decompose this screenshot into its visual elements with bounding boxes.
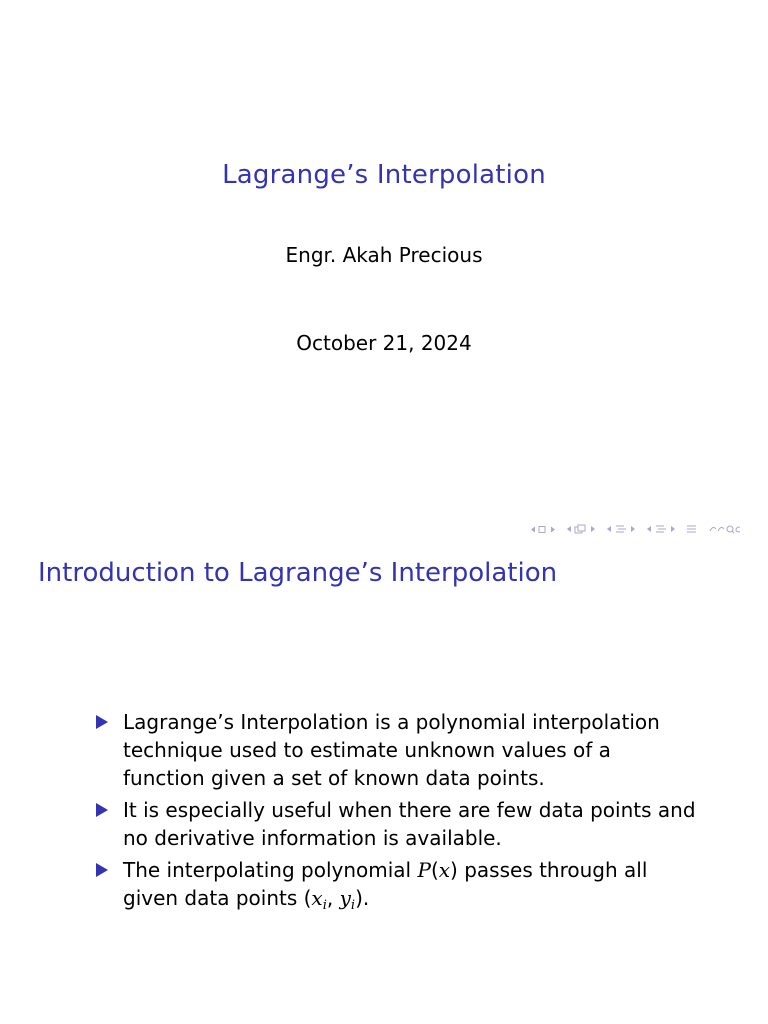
- math-argument: x: [438, 858, 451, 882]
- frame-title: Introduction to Lagrange’s Interpolation: [38, 558, 558, 588]
- triangle-bullet-icon: [96, 803, 108, 817]
- triangle-bullet-icon: [96, 715, 108, 729]
- math-function: P: [417, 858, 431, 882]
- list-item: [96, 796, 696, 852]
- math-y: y: [339, 886, 351, 910]
- author-name: Engr. Akah Precious: [285, 243, 483, 267]
- list-item: [96, 708, 696, 792]
- bullet-text: It is especially useful when there are few data points and no derivative information is available.: [123, 798, 696, 850]
- math-comma: ,: [326, 886, 340, 910]
- bullet-text: Lagrange’s Interpolation is a polynomial interpolation technique used to estimate unknown values of a function given a set of known data points.: [123, 710, 660, 790]
- list-item: [96, 856, 696, 920]
- bullet-text-after: passes through all given data points (: [123, 858, 648, 910]
- bullet-text-before: The interpolating polynomial: [123, 858, 418, 882]
- math-subscript-i: i: [350, 898, 356, 913]
- math-paren-close: ): [450, 858, 458, 882]
- math-x: x: [311, 886, 323, 910]
- presentation-title: Lagrange’s Interpolation: [222, 160, 546, 190]
- bullet-text-end: ).: [355, 886, 370, 910]
- bullet-list: [96, 708, 696, 924]
- math-subscript-i: i: [322, 898, 327, 913]
- math-paren-open: (: [430, 858, 439, 882]
- presentation-date: October 21, 2024: [296, 331, 472, 355]
- triangle-bullet-icon: [96, 863, 108, 877]
